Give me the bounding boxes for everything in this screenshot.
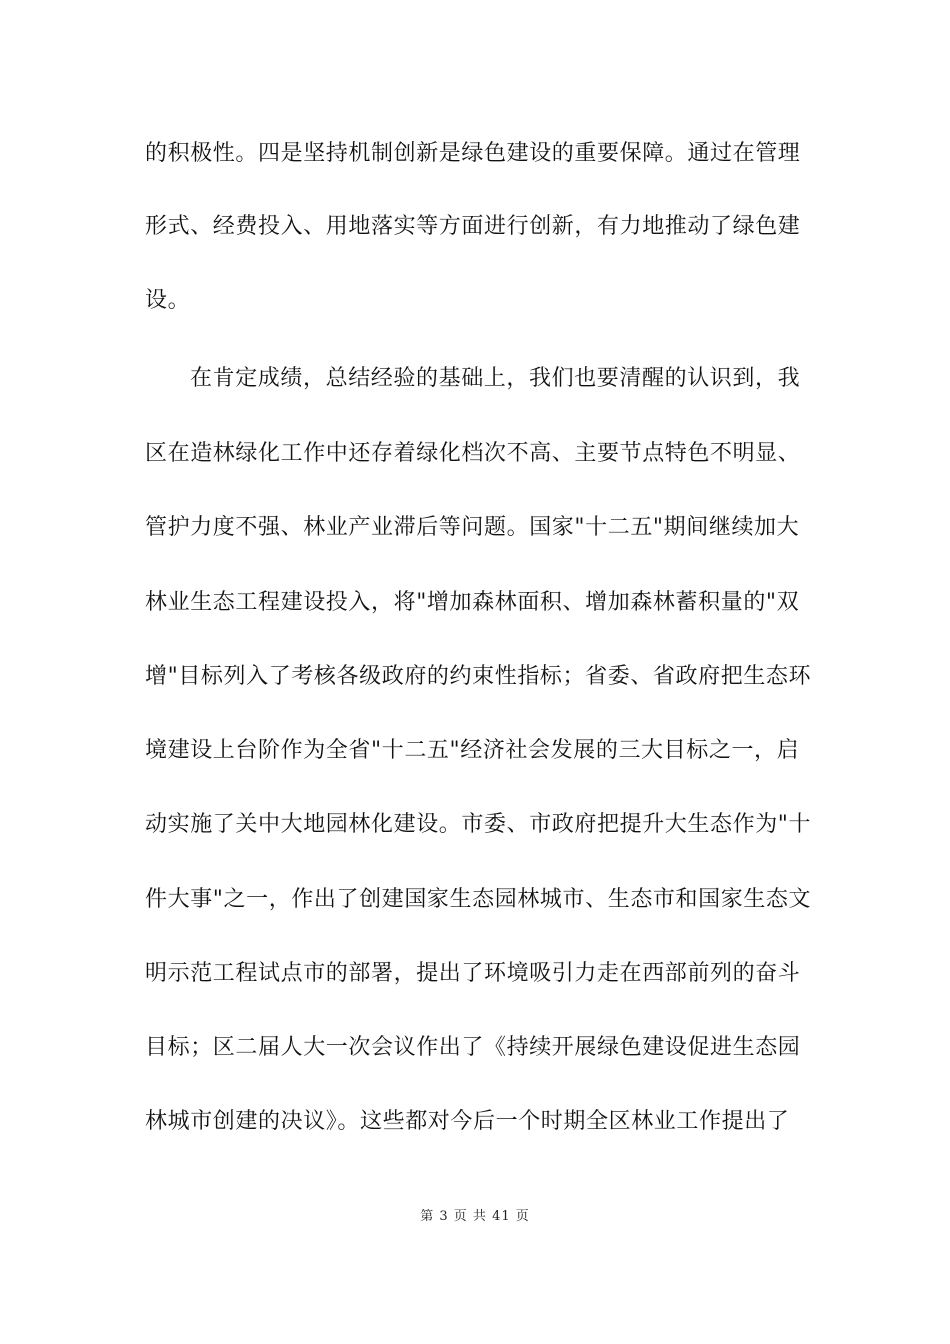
body-line-8: 增"目标列入了考核各级政府的约束性指标；省委、省政府把生态环	[145, 664, 812, 689]
footer-prefix: 第	[420, 1209, 435, 1224]
body-line-7: 林业生态工程建设投入，将"增加森林面积、增加森林蓄积量的"双	[145, 590, 800, 615]
body-line-4: 在肯定成绩，总结经验的基础上，我们也要清醒的认识到，我	[190, 366, 801, 391]
footer-total-pages: 41	[492, 1209, 511, 1224]
body-line-10: 动实施了关中大地园林化建设。市委、市政府把提升大生态作为"十	[145, 812, 812, 837]
body-line-1: 的积极性。四是坚持机制创新是绿色建设的重要保障。通过在管理	[145, 141, 801, 166]
body-line-6: 管护力度不强、林业产业滞后等问题。国家"十二五"期间继续加大	[145, 515, 800, 540]
body-line-13: 目标；区二届人大一次会议作出了《持续开展绿色建设促进生态园	[145, 1035, 801, 1060]
body-line-2: 形式、经费投入、用地落实等方面进行创新，有力地推动了绿色建	[145, 214, 801, 239]
body-line-14: 林城市创建的决议》。这些都对今后一个时期全区林业工作提出了	[145, 1109, 790, 1134]
body-line-12: 明示范工程试点市的部署，提出了环境吸引力走在西部前列的奋斗	[145, 961, 801, 986]
page-footer	[0, 1208, 950, 1226]
body-line-11: 件大事"之一，作出了创建国家生态园林城市、生态市和国家生态文	[145, 887, 812, 912]
body-line-5: 区在造林绿化工作中还存着绿化档次不高、主要节点特色不明显、	[145, 441, 801, 466]
footer-current-page: 3	[439, 1209, 449, 1224]
footer-middle: 页 共	[453, 1209, 487, 1224]
footer-suffix: 页	[515, 1209, 530, 1224]
body-line-3: 设。	[145, 288, 191, 313]
body-line-9: 境建设上台阶作为全省"十二五"经济社会发展的三大目标之一，启	[145, 738, 800, 763]
